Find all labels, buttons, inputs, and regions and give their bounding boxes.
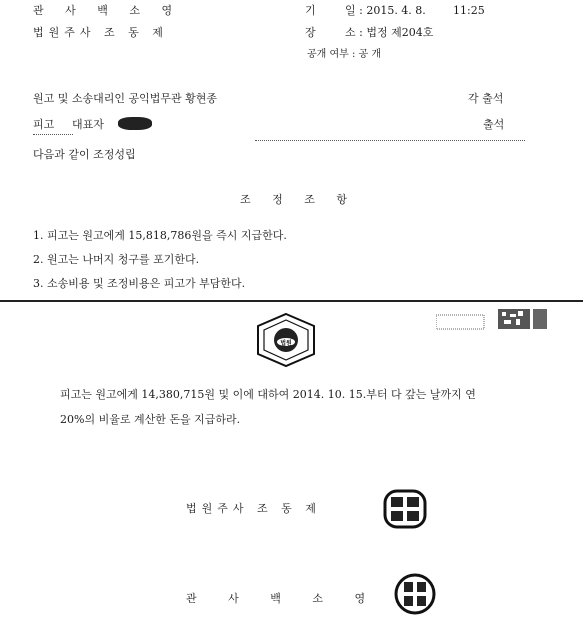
public-status: 공개 여부 : 공 개 — [307, 49, 382, 60]
terms-heading: 조 정 조 항 — [240, 193, 356, 206]
redacted-name-mark — [118, 117, 152, 130]
date-value: 일 : 2015. 4. 8. — [345, 4, 426, 17]
defendant-representative: 대표자 — [72, 118, 104, 131]
page-divider — [0, 300, 583, 302]
term-item-2: 2. 원고는 나머지 청구를 포기한다. — [33, 253, 200, 266]
place-label: 장 — [305, 26, 316, 39]
defendant-prefix: 피고 — [33, 118, 55, 131]
intro-text: 다음과 같이 조정성립 — [33, 148, 136, 161]
place-value: 소 : 법정 제204호 — [345, 26, 434, 39]
court-seal-text: 법원 — [280, 340, 292, 347]
term-item-1: 1. 피고는 원고에게 15,818,786원을 즉시 지급한다. — [33, 229, 287, 242]
plaintiff-status: 각 출석 — [468, 92, 504, 105]
date-time: 11:25 — [453, 4, 485, 17]
defendant-status: 출석 — [483, 118, 505, 131]
date-label: 기 — [305, 4, 316, 17]
order-line-2: 20%의 비율로 계산한 돈을 지급하라. — [60, 413, 241, 426]
plaintiff-line: 원고 및 소송대리인 공익법무관 황현종 — [33, 92, 218, 105]
clerk-seal-stamp-icon — [381, 487, 429, 531]
judge-seal-stamp-icon — [393, 572, 437, 616]
court-seal-icon — [254, 312, 318, 368]
clerk-header-label: 법원주사 조 동 제 — [33, 26, 168, 39]
term-item-3: 3. 소송비용 및 조정비용은 피고가 부담한다. — [33, 277, 246, 290]
barcode-stamp-icon — [436, 305, 548, 335]
order-line-1: 피고는 원고에게 14,380,715원 및 이에 대하여 2014. 10. 15.부터 다 갚는 날까지 연 — [60, 388, 476, 401]
dotted-line-left — [33, 134, 73, 135]
judge-signature-label: 관 사 백 소 영 — [186, 592, 380, 605]
judge-header-label: 관 사 백 소 영 — [33, 4, 182, 17]
dotted-line-right — [255, 140, 525, 141]
clerk-signature-label: 법원주사 조 동 제 — [186, 502, 321, 515]
